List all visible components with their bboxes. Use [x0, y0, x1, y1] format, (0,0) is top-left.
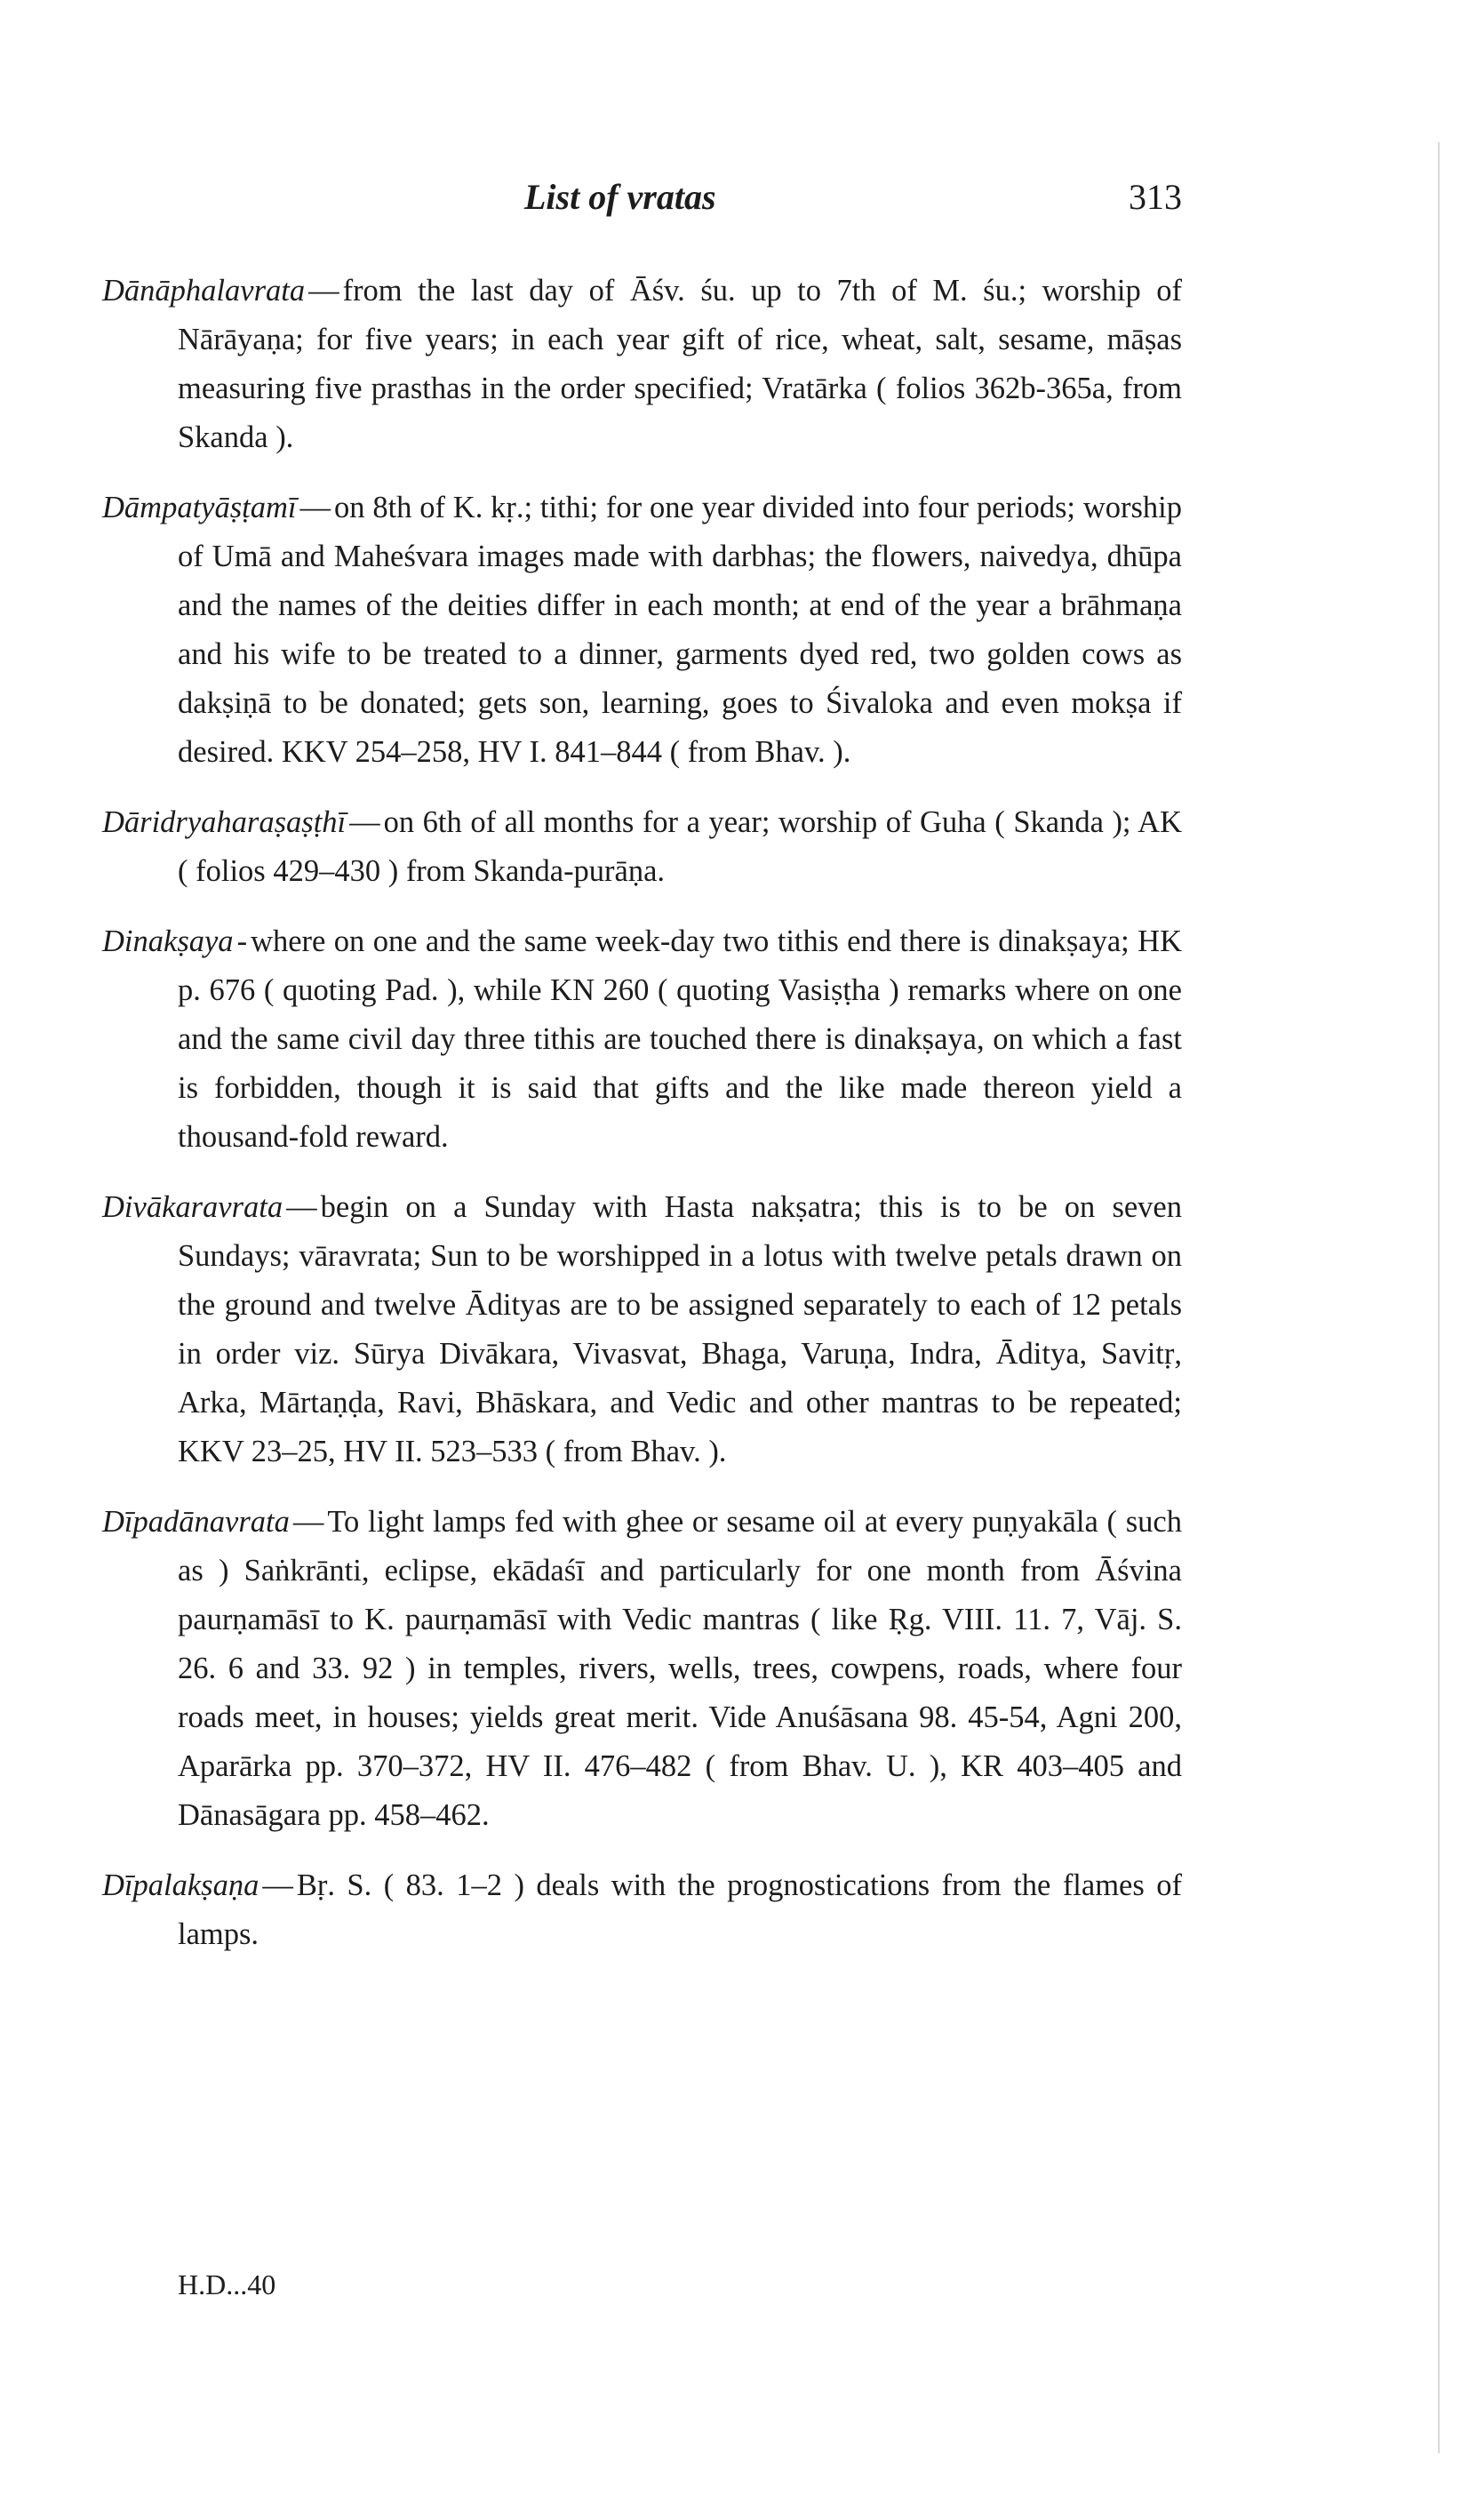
vrata-entry [102, 798, 1182, 896]
vrata-term: Dīpadānavrata [102, 1505, 290, 1539]
vrata-description: where on one and the same week-day two tithis end there is dinakṣaya; HK p. 676 ( quoting Pad. ), while KN 260 ( quoting Vasiṣṭha ) remarks where on one and the same civil day three tithis are touched there is dinakṣaya, on which a fast is forbidden, though it is said that gifts and the like made thereon yield a thousand-fold reward. [178, 924, 1182, 1154]
entry-separator: — [292, 1505, 324, 1539]
running-title: List of vratas [524, 177, 716, 217]
vrata-description: begin on a Sunday with Hasta nakṣatra; this is to be on seven Sundays; vāravrata; Sun to be worshipped in a lotus with twelve petals drawn on the ground and twelve Ādityas are to be assigned separately to each of 12 petals in order viz. Sūrya Divākara, Vivasvat, Bhaga, Varuṇa, Indra, Āditya, Savitṛ, Arka, Mārtaṇḍa, Ravi, Bhāskara, and Vedic and other mantras to be repeated; KKV 23–25, HV II. 523–533 ( from Bhav. ). [178, 1190, 1182, 1468]
vrata-term: Dīpalakṣaṇa [102, 1868, 259, 1902]
page-edge-rule [1438, 142, 1440, 2453]
running-head [178, 176, 1182, 229]
vrata-term: Dāridryaharaṣaṣṭhī [102, 805, 347, 839]
vrata-term: Divākaravrata [102, 1190, 283, 1224]
entry-separator: — [308, 274, 339, 308]
vrata-description: Bṛ. S. ( 83. 1–2 ) deals with the prognostications from the flames of lamps. [178, 1868, 1182, 1951]
vrata-description: on 6th of all months for a year; worship of Guha ( Skanda ); AK ( folios 429–430 ) from Skanda-purāṇa. [178, 805, 1182, 888]
entry-separator: - [236, 924, 248, 958]
vrata-description: on 8th of K. kṛ.; tithi; for one year divided into four periods; worship of Umā and Maheśvara images made with darbhas; the flowers, naivedya, dhūpa and the names of the deities differ in each month; at end of the year a brāhmaṇa and his wife to be treated to a dinner, garments dyed red, two golden cows as dakṣiṇā to be donated; gets son, learning, goes to Śivaloka and even mokṣa if desired. KKV 254–258, HV I. 841–844 ( from Bhav. ). [178, 491, 1182, 769]
vrata-term: Dinakṣaya [102, 924, 234, 958]
vrata-entry [102, 1183, 1182, 1476]
entry-separator: — [262, 1868, 293, 1902]
vrata-entry [102, 1861, 1182, 1959]
vrata-entry [102, 1498, 1182, 1840]
entry-separator: — [286, 1190, 317, 1224]
entry-separator: — [299, 491, 331, 524]
vrata-term: Dāmpatyāṣṭamī [102, 491, 297, 524]
printer-signature: H.D...40 [178, 2268, 276, 2300]
page-number: 313 [1129, 177, 1182, 217]
entry-separator: — [349, 805, 380, 839]
vrata-entry [102, 484, 1182, 777]
vrata-entry-list [102, 267, 1182, 1980]
vrata-entry [102, 917, 1182, 1162]
vrata-description: from the last day of Āśv. śu. up to 7th of M. śu.; worship of Nārāyaṇa; for five years; in each year gift of rice, wheat, salt, sesame, māṣas measuring five prasthas in the order specified; Vratārka ( folios 362b-365a, from Skanda ). [178, 274, 1182, 454]
vrata-term: Dānāphalavrata [102, 274, 306, 308]
vrata-entry [102, 267, 1182, 462]
vrata-description: To light lamps fed with ghee or sesame oil at every puṇyakāla ( such as ) Saṅkrānti, eclipse, ekādaśī and particularly for one month from Āśvina paurṇamāsī to K. paurṇamāsī with Vedic mantras ( like Ṛg. VIII. 11. 7, Vāj. S. 26. 6 and 33. 92 ) in temples, rivers, wells, trees, cowpens, roads, where four roads meet, in houses; yields great merit. Vide Anuśāsana 98. 45-54, Agni 200, Aparārka pp. 370–372, HV II. 476–482 ( from Bhav. U. ), KR 403–405 and Dānasāgara pp. 458–462. [178, 1505, 1182, 1832]
